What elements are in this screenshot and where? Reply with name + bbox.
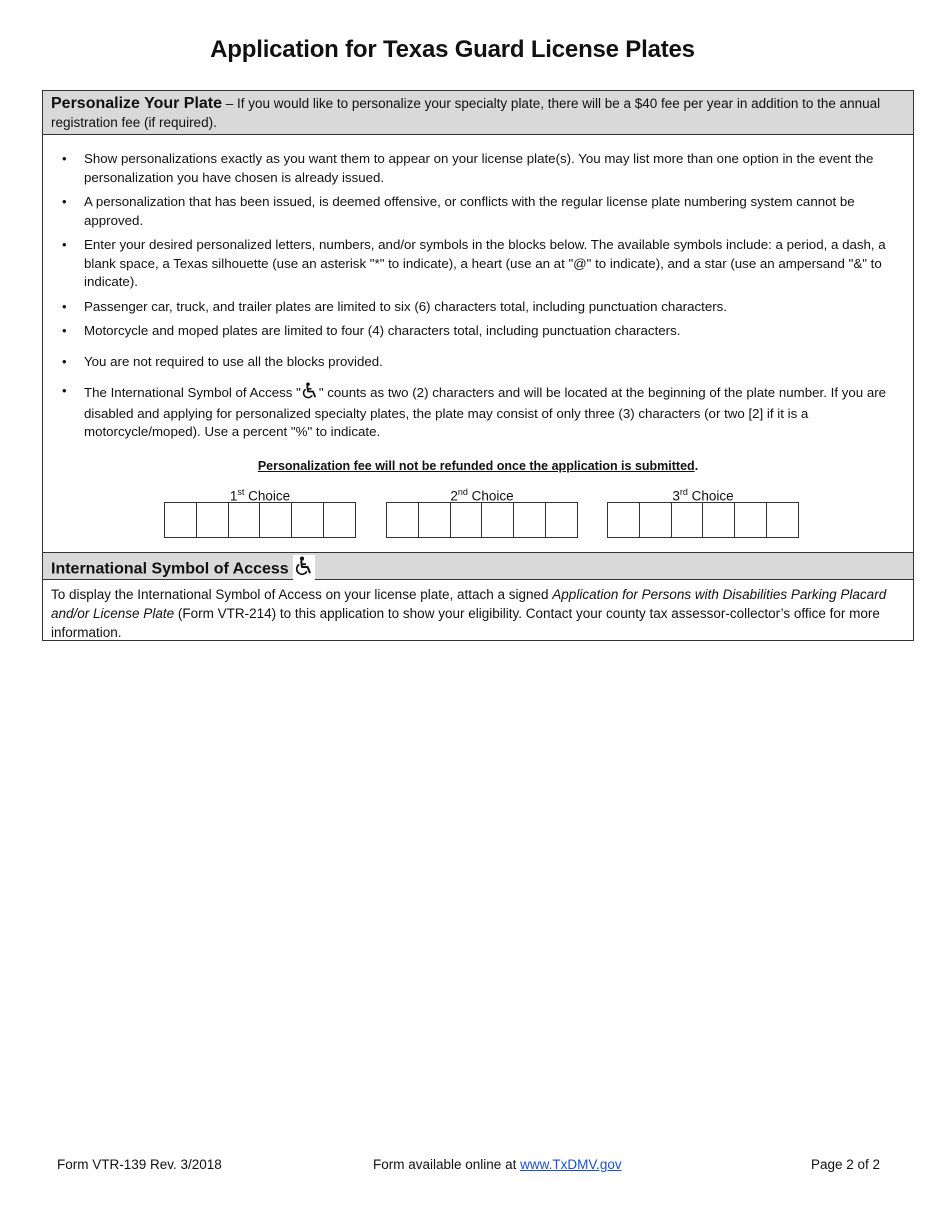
form-id: Form VTR-139 Rev. 3/2018 <box>57 1157 222 1172</box>
choice-1-label: 1st Choice <box>229 487 291 504</box>
character-block[interactable] <box>419 503 451 537</box>
form-vtr-214-title: Application for Persons with Disabilities Parking Placard and/or License Plate <box>51 587 887 621</box>
isa-bullet-end: " counts as two (2) characters and will be located at the beginning of the plate number. If you are disabled and applying for personalized specialty plates, the plate may consist of only three (3) characters (or two [2] if it is a motorcycle/moped). Use a percent "%" to indicate. <box>84 384 887 439</box>
choice-3-blocks <box>607 502 799 538</box>
list-item: • Show personalizations exactly as you want them to appear on your license plate(s). You may list more than one option in the event the personalization you have chosen is already issued. <box>84 150 893 187</box>
character-block[interactable] <box>672 503 704 537</box>
choice-2-blocks <box>386 502 578 538</box>
character-block[interactable] <box>387 503 419 537</box>
plate-choices <box>43 483 913 543</box>
character-block[interactable] <box>767 503 798 537</box>
character-block[interactable] <box>640 503 672 537</box>
personalize-header <box>43 91 913 135</box>
page-number: Page 2 of 2 <box>811 1157 881 1172</box>
choice-2-label: 2nd Choice <box>450 487 514 504</box>
character-block[interactable] <box>514 503 546 537</box>
character-block[interactable] <box>451 503 483 537</box>
character-block[interactable] <box>608 503 640 537</box>
character-block[interactable] <box>324 503 355 537</box>
character-block[interactable] <box>165 503 197 537</box>
isa-header <box>43 552 913 580</box>
choice-3-label: 3rd Choice <box>672 487 734 504</box>
personalize-heading: Personalize Your Plate <box>51 95 223 112</box>
choice-3 <box>607 483 799 538</box>
list-item: • Passenger car, truck, and trailer plates are limited to six (6) characters total, including punctuation characters. <box>84 298 893 317</box>
instructions-list <box>43 150 913 442</box>
personalize-intro: – If you would like to personalize your specialty plate, there will be a $40 fee per year in addition to the annual registration fee (if required). <box>51 96 881 130</box>
choice-2 <box>386 483 578 538</box>
choice-1 <box>164 483 356 538</box>
refund-notice <box>43 459 913 473</box>
character-block[interactable] <box>546 503 577 537</box>
online-notice: Form available online at www.TxDMV.gov <box>373 1157 622 1172</box>
personalize-section <box>42 90 914 641</box>
wheelchair-icon <box>293 555 315 584</box>
character-block[interactable] <box>229 503 261 537</box>
character-block[interactable] <box>292 503 324 537</box>
list-item: • You are not required to use all the blocks provided. <box>84 353 893 372</box>
choice-1-blocks <box>164 502 356 538</box>
character-block[interactable] <box>197 503 229 537</box>
character-block[interactable] <box>260 503 292 537</box>
list-item: • Motorcycle and moped plates are limited to four (4) characters total, including punctuation characters. <box>84 322 893 341</box>
character-block[interactable] <box>703 503 735 537</box>
character-block[interactable] <box>735 503 767 537</box>
list-item: • Enter your desired personalized letters, numbers, and/or symbols in the blocks below. The available symbols include: a period, a dash, a blank space, a Texas silhouette (use an asterisk "*" to indicate), a heart (use an at "@" to indicate), and a star (use an ampersand "&" to indicate). <box>84 236 893 292</box>
list-item-isa <box>84 382 893 442</box>
isa-bullet-start: The International Symbol of Access " <box>84 384 301 400</box>
isa-body: To display the International Symbol of Access on your license plate, attach a signed Application for Persons with Disabilities Parking Placard and/or License Plate (Form VTR-214) to this application to show your eligibility. Contact your county tax assessor-collector’s office for more information. <box>51 587 887 640</box>
character-block[interactable] <box>482 503 514 537</box>
list-item: • A personalization that has been issued, is deemed offensive, or conflicts with the regular license plate numbering system cannot be approved. <box>84 193 893 230</box>
txdmv-link[interactable]: www.TxDMV.gov <box>520 1157 622 1172</box>
refund-notice-text: Personalization fee will not be refunded once the application is submitted <box>257 458 695 473</box>
isa-heading: International Symbol of Access <box>51 560 289 578</box>
refund-notice-period: . <box>694 458 699 473</box>
page-title: Application for Texas Guard License Plates <box>210 36 695 63</box>
wheelchair-icon <box>301 382 319 405</box>
